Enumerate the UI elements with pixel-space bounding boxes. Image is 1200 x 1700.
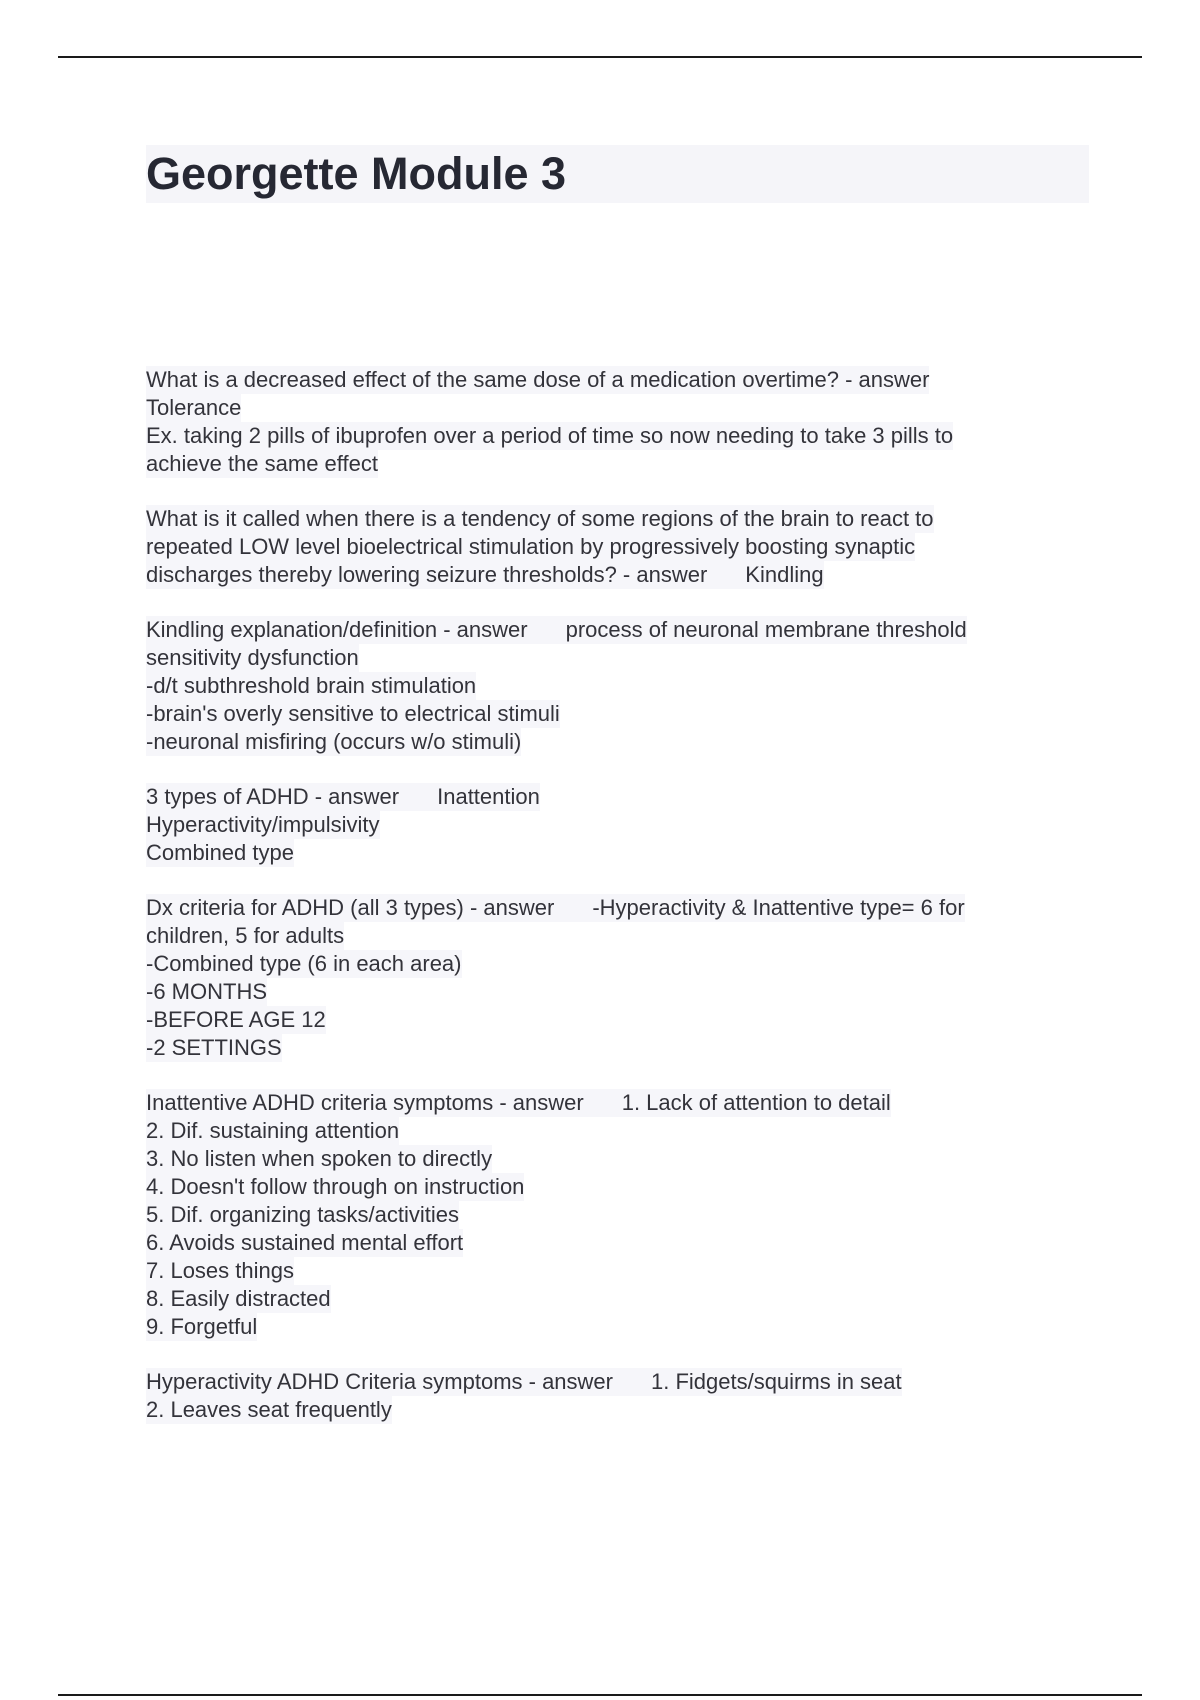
- answer-line: 2. Dif. sustaining attention: [146, 1118, 400, 1143]
- answer-line: -Combined type (6 in each area): [146, 951, 462, 976]
- answer-line: achieve the same effect: [146, 451, 378, 476]
- answer-line: 2. Leaves seat frequently: [146, 1397, 392, 1422]
- question-text: Inattentive ADHD criteria symptoms - answer: [146, 1090, 584, 1115]
- qa-card: [146, 783, 1076, 867]
- answer-line: 3. No listen when spoken to directly: [146, 1146, 493, 1171]
- qa-card: [146, 1368, 1076, 1424]
- answer-line: sensitivity dysfunction: [146, 645, 359, 670]
- question-line: [146, 616, 967, 644]
- answer-text: 1. Lack of attention to detail: [621, 1090, 891, 1115]
- answer-line: Ex. taking 2 pills of ibuprofen over a period of time so now needing to take 3 pills to: [146, 423, 954, 448]
- question-line: [146, 1089, 891, 1117]
- bottom-rule: [58, 1694, 1142, 1696]
- answer-text: -Hyperactivity & Inattentive type= 6 for: [592, 895, 965, 920]
- question-line: [146, 561, 824, 589]
- answer-line: 8. Easily distracted: [146, 1286, 331, 1311]
- page-title: Georgette Module 3: [146, 148, 567, 199]
- answer-line: -6 MONTHS: [146, 979, 267, 1004]
- question-line: [146, 783, 540, 811]
- answer-line: Tolerance: [146, 395, 242, 420]
- question-line: [146, 894, 965, 922]
- answer-line: 7. Loses things: [146, 1258, 294, 1283]
- answer-line: -2 SETTINGS: [146, 1035, 282, 1060]
- answer-line: 5. Dif. organizing tasks/activities: [146, 1202, 460, 1227]
- question-text: What is a decreased effect of the same dose of a medication overtime? - answer: [146, 367, 930, 392]
- question-line: repeated LOW level bioelectrical stimulation by progressively boosting synaptic: [146, 534, 916, 559]
- qa-card: [146, 616, 1076, 756]
- answer-line: 9. Forgetful: [146, 1314, 258, 1339]
- answer-line: Combined type: [146, 840, 294, 865]
- qa-card: [146, 894, 1076, 1062]
- answer-text: Kindling: [745, 562, 824, 587]
- question-text: 3 types of ADHD - answer: [146, 784, 400, 809]
- answer-line: Hyperactivity/impulsivity: [146, 812, 380, 837]
- question-text: Kindling explanation/definition - answer: [146, 617, 528, 642]
- question-text: discharges thereby lowering seizure thresholds? - answer: [146, 562, 708, 587]
- question-text: Hyperactivity ADHD Criteria symptoms - answer: [146, 1369, 613, 1394]
- qa-card: [146, 366, 1076, 478]
- answer-line: 6. Avoids sustained mental effort: [146, 1230, 464, 1255]
- qa-card: [146, 1089, 1076, 1341]
- question-text: Dx criteria for ADHD (all 3 types) - answer: [146, 895, 555, 920]
- answer-line: children, 5 for adults: [146, 923, 345, 948]
- question-line: [146, 366, 929, 394]
- question-line: What is it called when there is a tendency of some regions of the brain to react to: [146, 506, 934, 531]
- answer-line: -neuronal misfiring (occurs w/o stimuli): [146, 729, 522, 754]
- answer-line: 4. Doesn't follow through on instruction: [146, 1174, 525, 1199]
- answer-line: -d/t subthreshold brain stimulation: [146, 673, 477, 698]
- answer-line: -BEFORE AGE 12: [146, 1007, 326, 1032]
- answer-text: Inattention: [437, 784, 540, 809]
- answer-text: 1. Fidgets/squirms in seat: [650, 1369, 902, 1394]
- top-rule: [58, 56, 1142, 58]
- question-line: [146, 1368, 902, 1396]
- qa-card: [146, 505, 1076, 589]
- flashcard-content: [146, 366, 1076, 1451]
- answer-text: process of neuronal membrane threshold: [565, 617, 967, 642]
- answer-line: -brain's overly sensitive to electrical stimuli: [146, 701, 560, 726]
